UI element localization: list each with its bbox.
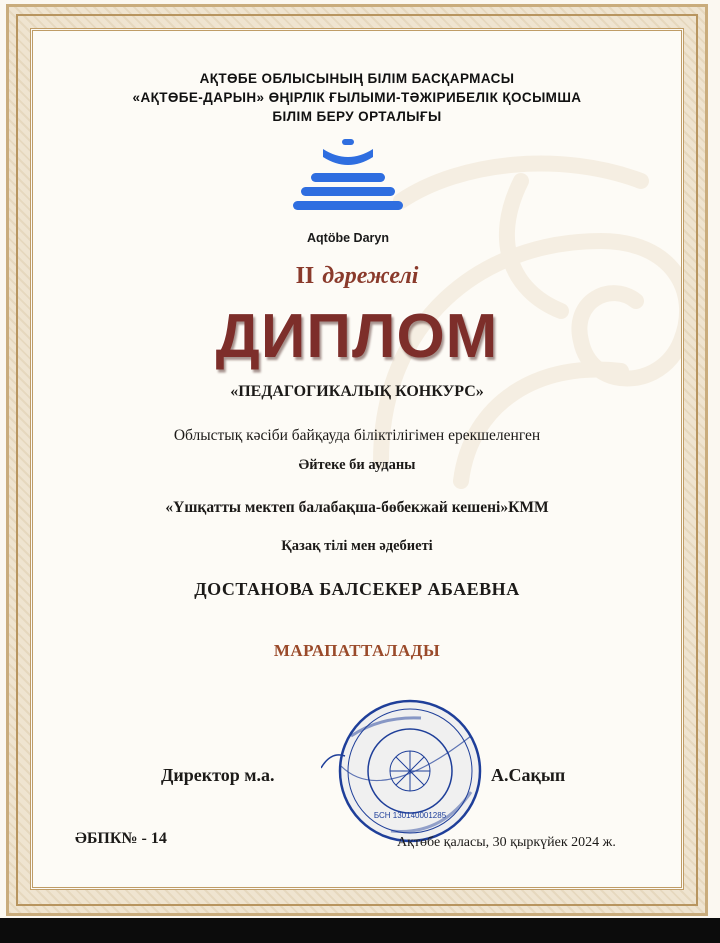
- diploma-title: ДИПЛОМ: [215, 302, 499, 371]
- degree-word: дәрежелі: [322, 263, 419, 289]
- stamp-id: БСН 130140001285: [373, 811, 447, 820]
- contest-name: «ПЕДАГОГИКАЛЫҚ КОНКУРС»: [230, 383, 484, 400]
- org-line-2: «АҚТӨБЕ-ДАРЫН» ӨҢІРЛІК ҒЫЛЫМИ-ТӘЖІРИБЕЛІК ҚОСЫМША: [132, 90, 582, 105]
- degree-line: [33, 263, 681, 290]
- daryn-logo: [293, 135, 403, 245]
- director-name: А.Сақып: [491, 765, 566, 785]
- daryn-logo-icon: [293, 135, 403, 227]
- degree-roman: II: [295, 263, 315, 289]
- diploma-paper: [30, 28, 684, 890]
- city-date: Ақтөбе қаласы, 30 қыркүйек 2024 ж.: [397, 835, 616, 850]
- logo-text: Aqtöbe Daryn: [307, 231, 389, 245]
- registration-number: ӘБПК№ - 14: [75, 830, 167, 847]
- body-line-1: Облыстық кәсіби байқауда біліктілігімен ерекшеленген: [173, 427, 541, 444]
- body-line-4: Қазақ тілі мен әдебиеті: [281, 538, 433, 554]
- award-word: МАРАПАТТАЛАДЫ: [273, 641, 441, 660]
- director-label: Директор м.а.: [161, 765, 275, 785]
- body-line-3: «Үшқатты мектеп балабақша-бөбекжай кешені»КММ: [165, 499, 549, 516]
- body-line-2: Әйтеке би ауданы: [298, 457, 416, 473]
- recipient-name: ДОСТАНОВА БАЛСЕКЕР АБАЕВНА: [194, 579, 520, 599]
- org-line-3: БІЛІМ БЕРУ ОРТАЛЫҒЫ: [272, 109, 442, 124]
- bottom-bar: [0, 918, 720, 943]
- official-stamp-icon: [321, 696, 499, 846]
- org-line-1: АҚТӨБЕ ОБЛЫСЫНЫҢ БІЛІМ БАСҚАРМАСЫ: [199, 71, 515, 86]
